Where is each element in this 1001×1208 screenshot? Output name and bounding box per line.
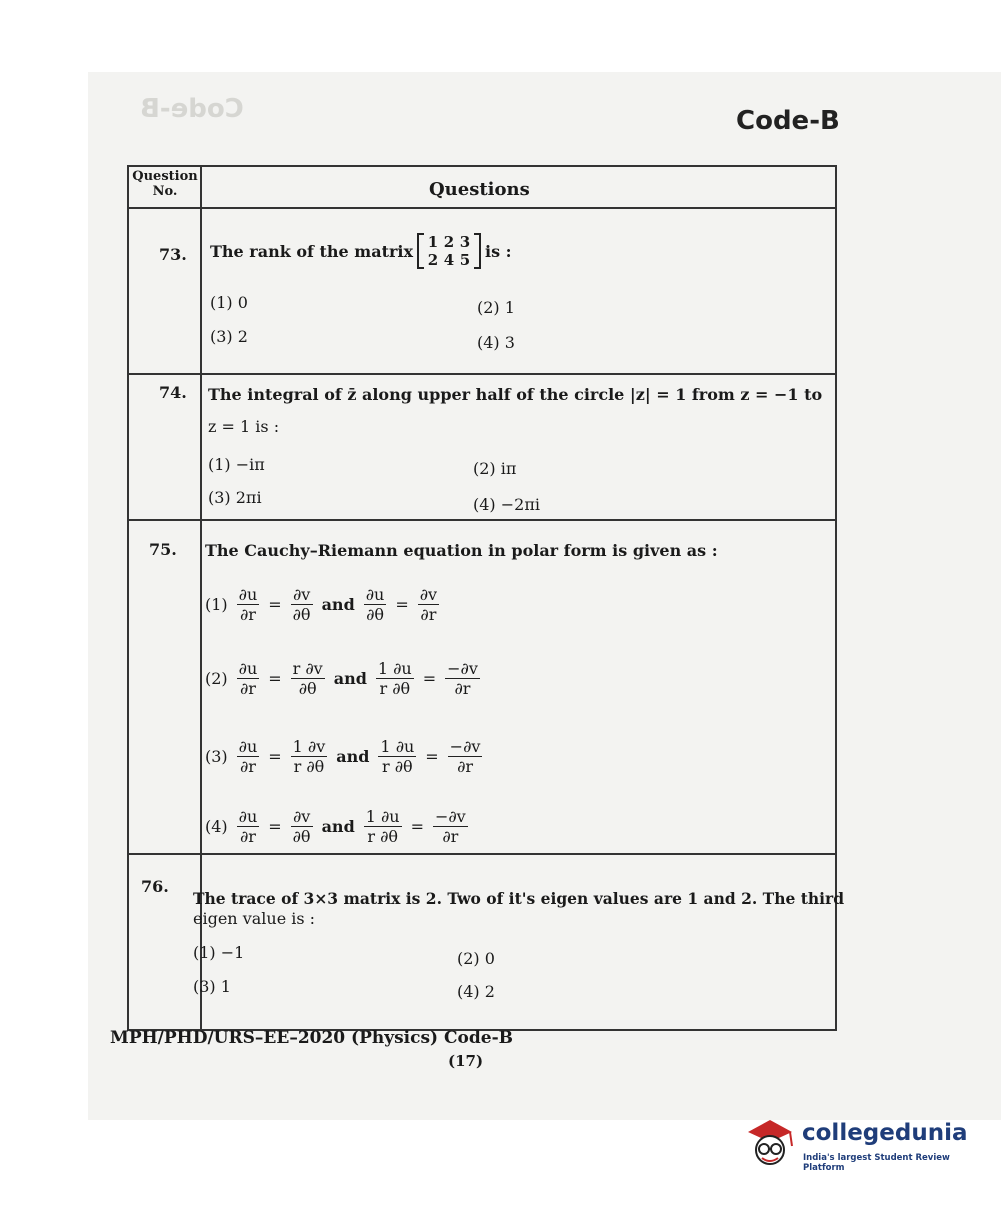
fraction-numerator: ∂u	[238, 659, 258, 678]
and-text: and	[321, 817, 355, 836]
option-3: (3) 2	[210, 327, 248, 346]
fraction-numerator: −∂v	[435, 807, 466, 826]
fraction-numerator: ∂u	[238, 807, 258, 826]
column-header-question-no: Question No.	[132, 169, 198, 199]
row-divider	[129, 519, 835, 521]
logo-tagline: India's largest Student Review Platform	[803, 1153, 950, 1173]
fraction-numerator: −∂v	[449, 737, 481, 756]
question-73-text-before: The rank of the matrix	[210, 241, 414, 261]
question-73-text	[210, 233, 512, 269]
fraction-denominator: ∂θ	[366, 605, 384, 624]
option-label: (4)	[205, 817, 228, 836]
option-2: (2) 1	[477, 298, 515, 317]
fraction-numerator: 1 ∂u	[380, 737, 415, 756]
matrix-cell: 3	[459, 233, 471, 251]
fraction-denominator: ∂θ	[292, 827, 311, 846]
logo-wordmark: collegedunia	[802, 1120, 968, 1146]
fraction-denominator: r ∂θ	[293, 757, 325, 776]
question-number: 73.	[159, 245, 187, 264]
question-76-line-2: eigen value is :	[193, 909, 316, 928]
code-label: Code-B	[736, 106, 840, 136]
fraction-denominator: ∂r	[240, 605, 256, 624]
fraction-numerator: r ∂v	[292, 659, 323, 678]
and-text: and	[321, 595, 355, 614]
option-3: (3) 1	[193, 977, 231, 996]
option-label: (3)	[205, 747, 228, 766]
option-1: (1) −iπ	[208, 455, 265, 474]
and-text: and	[336, 747, 370, 766]
graduate-mascot-icon	[740, 1112, 800, 1172]
column-header-questions: Questions	[429, 179, 530, 200]
page-number: (17)	[448, 1052, 484, 1070]
fraction-numerator: ∂u	[238, 585, 258, 604]
option-4: (4) 3	[477, 333, 515, 352]
matrix-cell: 1	[427, 233, 439, 251]
matrix-cell: 2	[427, 251, 439, 269]
collegedunia-logo	[740, 1112, 970, 1172]
option-1: (1) $\frac{\partial u}{\partial r}$ = $\frac{\partial v}{\partial\theta}$ and $\frac{\partial u}{\partial\theta}$ = $\frac{\partial v}{\partial r}$	[205, 585, 438, 624]
matrix-cell: 4	[443, 251, 455, 269]
row-divider	[129, 853, 835, 855]
bleed-through-code-label: Code-B	[140, 94, 244, 124]
matrix-cell: 5	[459, 251, 471, 269]
fraction-denominator: ∂r	[240, 679, 256, 698]
question-table	[127, 165, 845, 1031]
question-number: 75.	[149, 540, 177, 559]
fraction-denominator: ∂θ	[292, 605, 311, 624]
fraction-numerator: ∂u	[238, 737, 258, 756]
option-2: (2) $\frac{\partial u}{\partial r}$ = $\frac{r \partial v}{\partial\theta}$ and $\frac{1 \partial u}{r \partial\theta}$ = $\frac{-\partial v}{\partial r}$	[205, 659, 478, 698]
option-label: (1)	[205, 595, 228, 614]
and-text: and	[333, 669, 367, 688]
fraction-denominator: r ∂θ	[379, 679, 411, 698]
option-2: (2) iπ	[473, 459, 517, 478]
matrix-cell: 2	[443, 233, 455, 251]
option-3: (3) 2πi	[208, 488, 262, 507]
option-4: (4) 2	[457, 982, 495, 1001]
fraction-denominator: ∂r	[457, 757, 473, 776]
matrix	[417, 233, 481, 269]
fraction-numerator: 1 ∂u	[377, 659, 412, 678]
fraction-numerator: ∂v	[419, 585, 438, 604]
option-3: (3) $\frac{\partial u}{\partial r}$ = $\frac{1 \partial v}{r \partial\theta}$ and $\frac{1 \partial u}{r \partial\theta}$ = $\frac{-\partial v}{\partial r}$	[205, 737, 481, 776]
option-2: (2) 0	[457, 949, 495, 968]
header-divider	[129, 207, 835, 209]
row-divider	[129, 373, 835, 375]
fraction-numerator: −∂v	[447, 659, 478, 678]
question-74-line-2: z = 1 is :	[208, 417, 280, 436]
fraction-denominator: r ∂θ	[367, 827, 398, 846]
question-74-line-1: The integral of z̄ along upper half of the circle |z| = 1 from z = −1 to	[208, 385, 823, 404]
fraction-numerator: ∂v	[291, 585, 313, 605]
question-73-text-after: is :	[485, 241, 512, 261]
fraction-denominator: ∂r	[240, 757, 256, 776]
fraction-denominator: ∂r	[442, 827, 459, 846]
question-number: 76.	[141, 877, 169, 896]
fraction-denominator: r ∂θ	[382, 757, 413, 776]
question-76-line-1: The trace of 3×3 matrix is 2. Two of it's eigen values are 1 and 2. The third	[193, 889, 845, 908]
fraction-denominator: ∂r	[240, 827, 256, 846]
question-75-text: The Cauchy–Riemann equation in polar form is given as :	[205, 541, 718, 560]
fraction-numerator: ∂u	[365, 585, 385, 604]
fraction-numerator: 1 ∂v	[292, 737, 326, 756]
fraction-numerator: ∂v	[291, 807, 313, 827]
option-1: (1) −1	[193, 943, 245, 962]
fraction-denominator: ∂r	[420, 605, 437, 624]
option-4: (4) −2πi	[473, 495, 540, 514]
fraction-numerator: 1 ∂u	[365, 807, 400, 826]
footer-code: MPH/PHD/URS–EE–2020 (Physics) Code-B	[110, 1028, 514, 1048]
option-label: (2)	[205, 669, 228, 688]
question-number: 74.	[159, 383, 187, 402]
option-4: (4) $\frac{\partial u}{\partial r}$ = $\frac{\partial v}{\partial\theta}$ and $\frac{1 \partial u}{r \partial\theta}$ = $\frac{-\partial v}{\partial r}$	[205, 807, 466, 846]
option-1: (1) 0	[210, 293, 248, 312]
fraction-denominator: ∂θ	[298, 679, 317, 698]
fraction-denominator: ∂r	[454, 679, 471, 698]
